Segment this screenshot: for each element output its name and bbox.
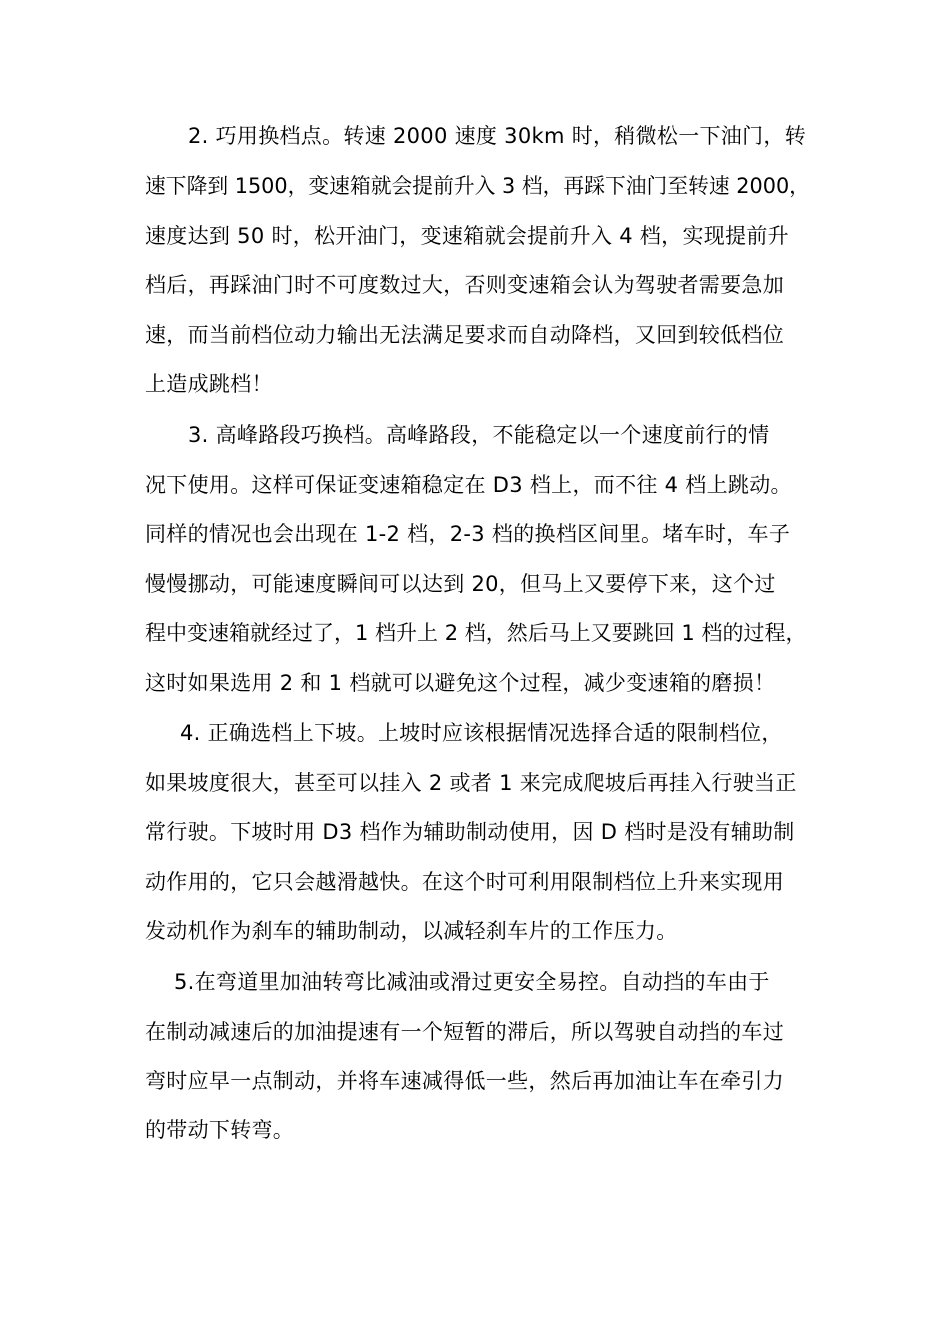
- text-line: 动作用的，它只会越滑越快。在这个时可利用限制档位上升来实现用: [145, 870, 784, 894]
- text-line: 3. 高峰路段巧换档。高峰路段，不能稳定以一个速度前行的情: [188, 423, 770, 447]
- text-line: 同样的情况也会出现在 1-2 档，2-3 档的换档区间里。堵车时，车子: [145, 522, 791, 546]
- text-line: 2. 巧用换档点。转速 2000 速度 30km 时，稍微松一下油门，转: [188, 124, 806, 148]
- text-line: 这时如果选用 2 和 1 档就可以避免这个过程，减少变速箱的磨损！: [145, 671, 776, 695]
- text-line: 5.在弯道里加油转弯比减油或滑过更安全易控。自动挡的车由于: [174, 970, 770, 994]
- text-line: 弯时应早一点制动，并将车速减得低一些，然后再加油让车在牵引力: [145, 1069, 784, 1093]
- text-line: 档后，再踩油门时不可度数过大，否则变速箱会认为驾驶者需要急加: [145, 273, 784, 297]
- text-line: 的带动下转弯。: [145, 1118, 295, 1142]
- text-line: 速下降到 1500，变速箱就会提前升入 3 档，再踩下油门至转速 2000，: [145, 174, 810, 198]
- text-line: 程中变速箱就经过了，1 档升上 2 档，然后马上又要跳回 1 档的过程，: [145, 621, 807, 645]
- text-line: 4. 正确选档上下坡。上坡时应该根据情况选择合适的限制档位，: [180, 721, 783, 745]
- text-line: 发动机作为刹车的辅助制动，以减轻刹车片的工作压力。: [145, 919, 678, 943]
- text-line: 况下使用。这样可保证变速箱稳定在 D3 档上，而不往 4 档上跳动。: [145, 473, 792, 497]
- text-line: 慢慢挪动，可能速度瞬间可以达到 20，但马上又要停下来，这个过: [145, 572, 776, 596]
- text-line: 常行驶。下坡时用 D3 档作为辅助制动使用，因 D 档时是没有辅助制: [145, 820, 795, 844]
- text-line: 上造成跳档！: [145, 372, 273, 396]
- text-line: 速度达到 50 时，松开油门，变速箱就会提前升入 4 档，实现提前升: [145, 224, 789, 248]
- text-line: 在制动减速后的加油提速有一个短暂的滞后，所以驾驶自动挡的车过: [145, 1020, 784, 1044]
- text-line: 速，而当前档位动力输出无法满足要求而自动降档，又回到较低档位: [145, 323, 784, 347]
- text-line: 如果坡度很大，甚至可以挂入 2 或者 1 来完成爬坡后再挂入行驶当正: [145, 771, 797, 795]
